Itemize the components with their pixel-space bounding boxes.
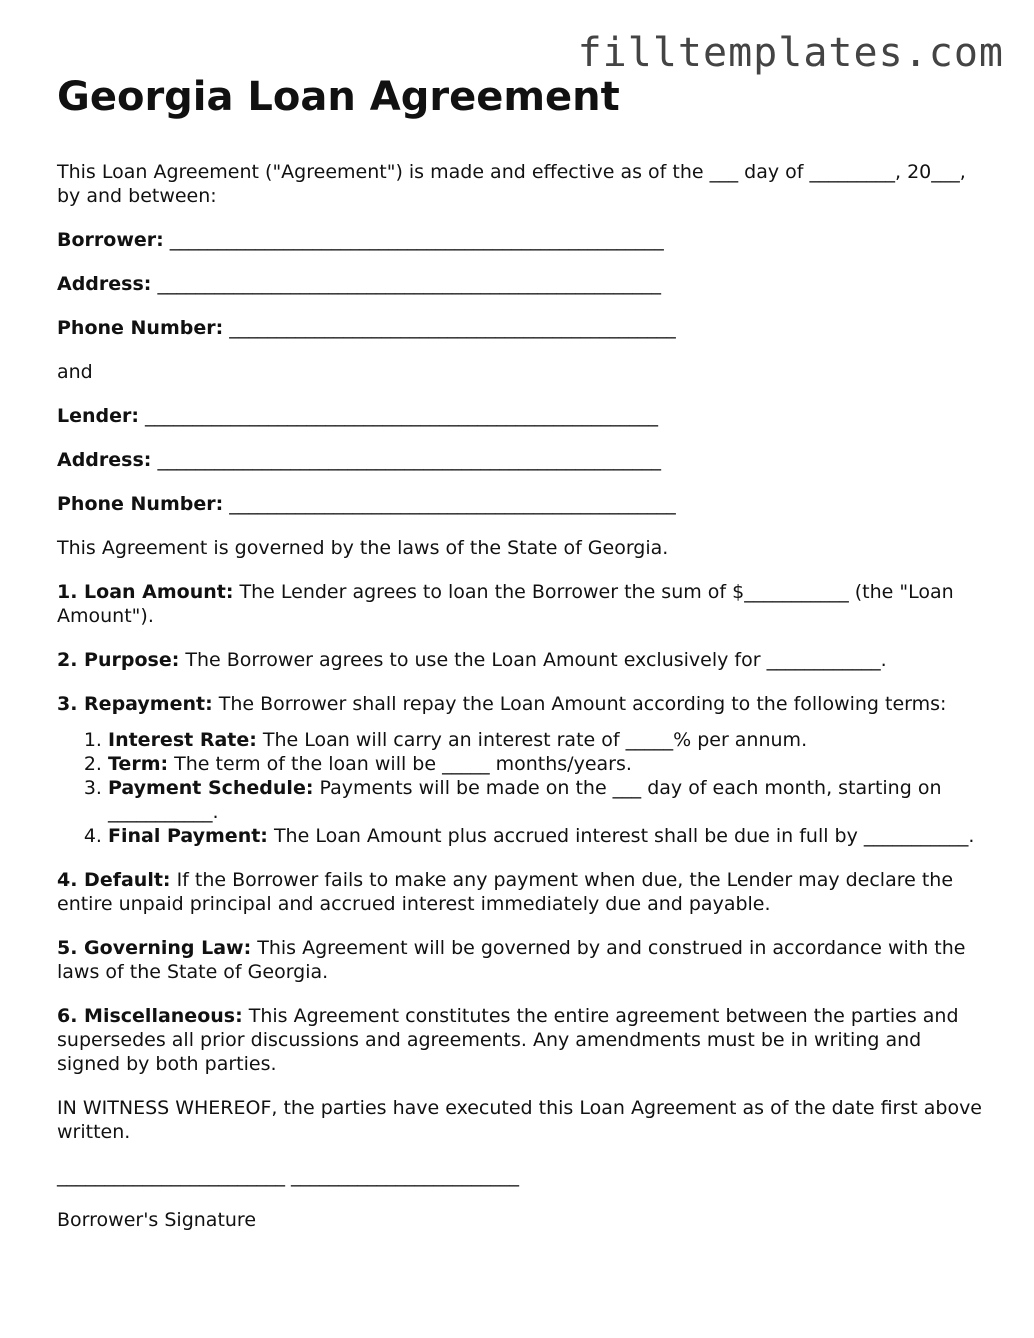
lender-phone-label: Phone Number:	[57, 493, 224, 515]
section-heading: 3. Repayment:	[57, 693, 213, 715]
watermark: filltemplates.com	[577, 30, 1004, 76]
term-text: The Loan Amount plus accrued interest shall be due in full by ___________.	[267, 825, 975, 847]
list-item	[108, 776, 982, 824]
borrower-address-label: Address:	[57, 273, 152, 295]
section-text: The Borrower shall repay the Loan Amount according to the following terms:	[212, 693, 947, 715]
term-heading: Final Payment:	[108, 825, 268, 847]
lender-address-line: _____________________________________________________	[157, 449, 661, 471]
lender-address-field	[57, 448, 982, 472]
section-heading: 4. Default:	[57, 869, 171, 891]
repayment-terms-list	[57, 728, 982, 848]
section-default	[57, 868, 982, 916]
borrower-phone-field	[57, 316, 982, 340]
lender-name-label: Lender:	[57, 405, 139, 427]
intro-paragraph: This Loan Agreement ("Agreement") is made and effective as of the ___ day of _________, 20___, by and between:	[57, 161, 966, 207]
term-heading: Payment Schedule:	[108, 777, 314, 799]
lender-phone-line: _______________________________________________	[229, 493, 676, 515]
page-title: Georgia Loan Agreement	[57, 74, 620, 120]
lender-phone-field	[57, 492, 982, 516]
section-text: This Agreement will be governed by and construed in accordance with the laws of the State of Georgia.	[57, 937, 966, 983]
lender-name-field	[57, 404, 982, 428]
section-purpose	[57, 648, 982, 672]
section-text: If the Borrower fails to make any payment when due, the Lender may declare the entire unpaid principal and accrued interest immediately due and payable.	[57, 869, 954, 915]
borrower-address-field	[57, 272, 982, 296]
list-item	[108, 824, 982, 848]
section-heading: 1. Loan Amount:	[57, 581, 234, 603]
list-item	[108, 728, 982, 752]
lender-name-line: ______________________________________________________	[145, 405, 659, 427]
section-heading: 2. Purpose:	[57, 649, 180, 671]
lender-address-label: Address:	[57, 449, 152, 471]
borrower-phone-line: _______________________________________________	[229, 317, 676, 339]
section-text: This Agreement constitutes the entire agreement between the parties and supersedes all prior discussions and agreements. Any amendments must be in writing and signed by both parties.	[57, 1005, 959, 1075]
borrower-name-field	[57, 228, 982, 252]
term-heading: Term:	[108, 753, 169, 775]
signature-line: ________________________ ________________________	[57, 1165, 520, 1187]
term-text: Payments will be made on the ___ day of each month, starting on ___________.	[108, 777, 942, 823]
term-text: The term of the loan will be _____ months/years.	[168, 753, 632, 775]
witness-paragraph: IN WITNESS WHEREOF, the parties have executed this Loan Agreement as of the date first above written.	[57, 1097, 982, 1143]
document-page	[57, 70, 982, 1252]
section-governing-law	[57, 936, 982, 984]
section-heading: 6. Miscellaneous:	[57, 1005, 243, 1027]
and-text: and	[57, 361, 93, 383]
section-miscellaneous	[57, 1004, 982, 1076]
term-text: The Loan will carry an interest rate of _____% per annum.	[256, 729, 808, 751]
section-text: The Lender agrees to loan the Borrower the sum of $___________ (the "Loan Amount").	[57, 581, 954, 627]
borrower-signature-label: Borrower's Signature	[57, 1209, 257, 1231]
borrower-name-label: Borrower:	[57, 229, 164, 251]
list-item	[108, 752, 982, 776]
governed-paragraph: This Agreement is governed by the laws of the State of Georgia.	[57, 537, 669, 559]
borrower-address-line: _____________________________________________________	[157, 273, 661, 295]
section-text: The Borrower agrees to use the Loan Amount exclusively for ____________.	[179, 649, 887, 671]
borrower-phone-label: Phone Number:	[57, 317, 224, 339]
section-loan-amount	[57, 580, 982, 628]
borrower-name-line: ____________________________________________________	[169, 229, 664, 251]
term-heading: Interest Rate:	[108, 729, 257, 751]
section-repayment	[57, 692, 982, 716]
section-heading: 5. Governing Law:	[57, 937, 252, 959]
